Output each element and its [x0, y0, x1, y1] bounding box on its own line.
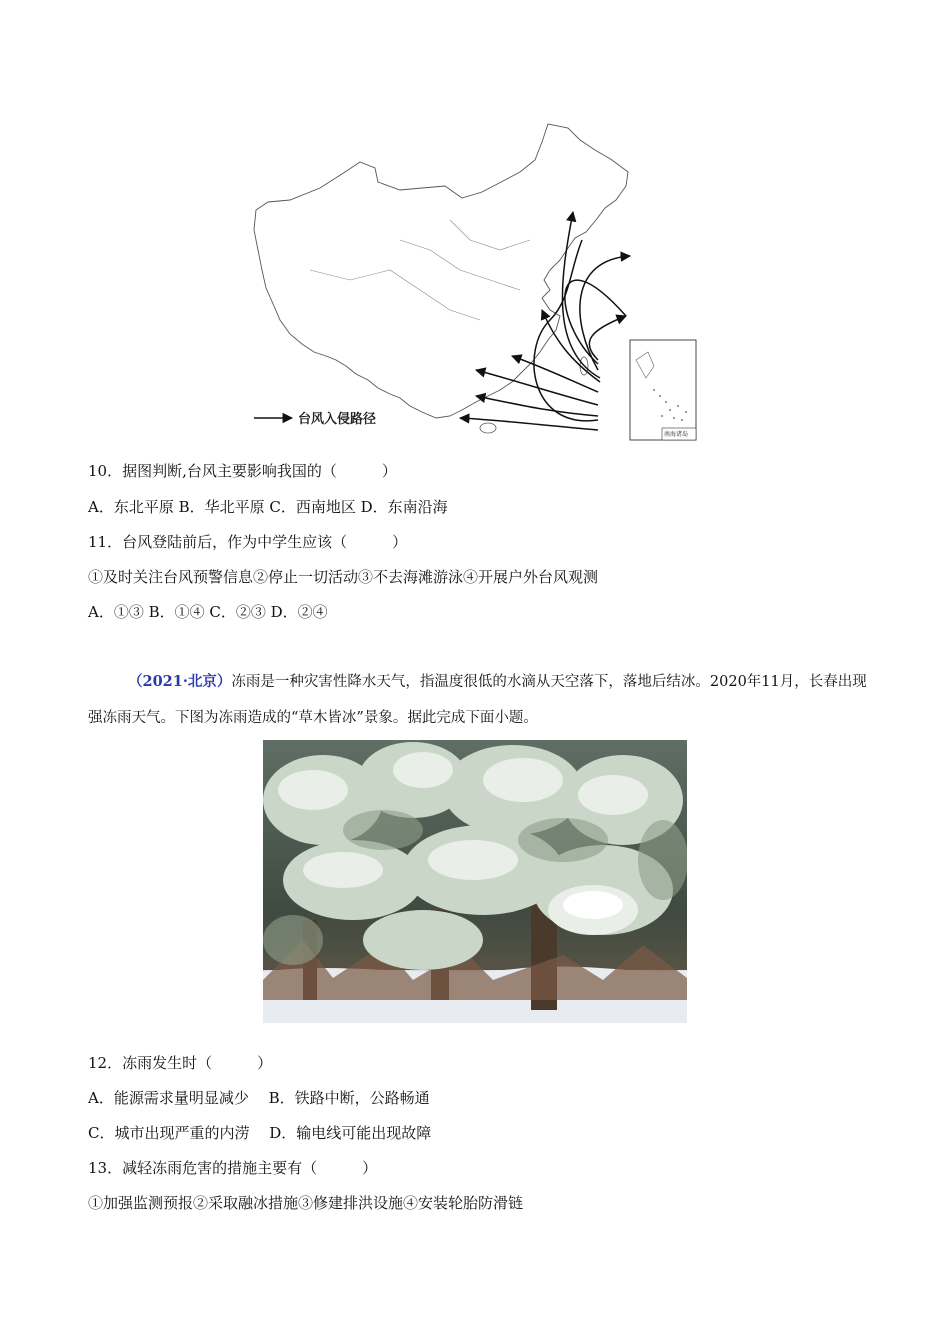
- freezing-rain-intro: [88, 664, 868, 736]
- frozen-trees-photo: [263, 740, 687, 1023]
- intro-source: （2021·北京）: [128, 673, 232, 690]
- q11-statements: ①及时关注台风预警信息②停止一切活动③不去海滩游泳④开展户外台风观测: [88, 568, 599, 586]
- typhoon-path-map: [250, 120, 700, 445]
- q12-options-cd: C．城市出现严重的内涝 D．输电线可能出现故障: [88, 1124, 432, 1142]
- q10-stem: 10．据图判断,台风主要影响我国的（ ）: [88, 462, 397, 480]
- typhoon-path-9: [589, 316, 626, 360]
- q13-statements: ①加强监测预报②采取融冰措施③修建排洪设施④安装轮胎防滑链: [88, 1194, 524, 1212]
- inset-label: 南海诸岛: [664, 431, 689, 438]
- q11-options: A．①③ B．①④ C．②③ D．②④: [88, 603, 328, 621]
- typhoon-path-2: [476, 396, 598, 416]
- south-sea-inset: [630, 340, 696, 440]
- q10-options: A．东北平原 B．华北平原 C．西南地区 D．东南沿海: [88, 498, 448, 516]
- intro-text: 冻雨是一种灾害性降水天气，指温度很低的水滴从天空落下，落地后结冰。2020年11月，长春出现强冻雨天气。下图为冻雨造成的“草木皆冰”景象。据此完成下面小题。: [88, 674, 867, 726]
- q12-stem: 12．冻雨发生时（ ）: [88, 1054, 273, 1072]
- q11-stem: 11．台风登陆前后，作为中学生应该（ ）: [88, 533, 408, 551]
- q13-stem: 13．减轻冻雨危害的措施主要有（ ）: [88, 1159, 378, 1177]
- q12-options-ab: A．能源需求量明显减少 B．铁路中断，公路畅通: [88, 1089, 430, 1107]
- map-legend-label: 台风入侵路径: [298, 412, 377, 427]
